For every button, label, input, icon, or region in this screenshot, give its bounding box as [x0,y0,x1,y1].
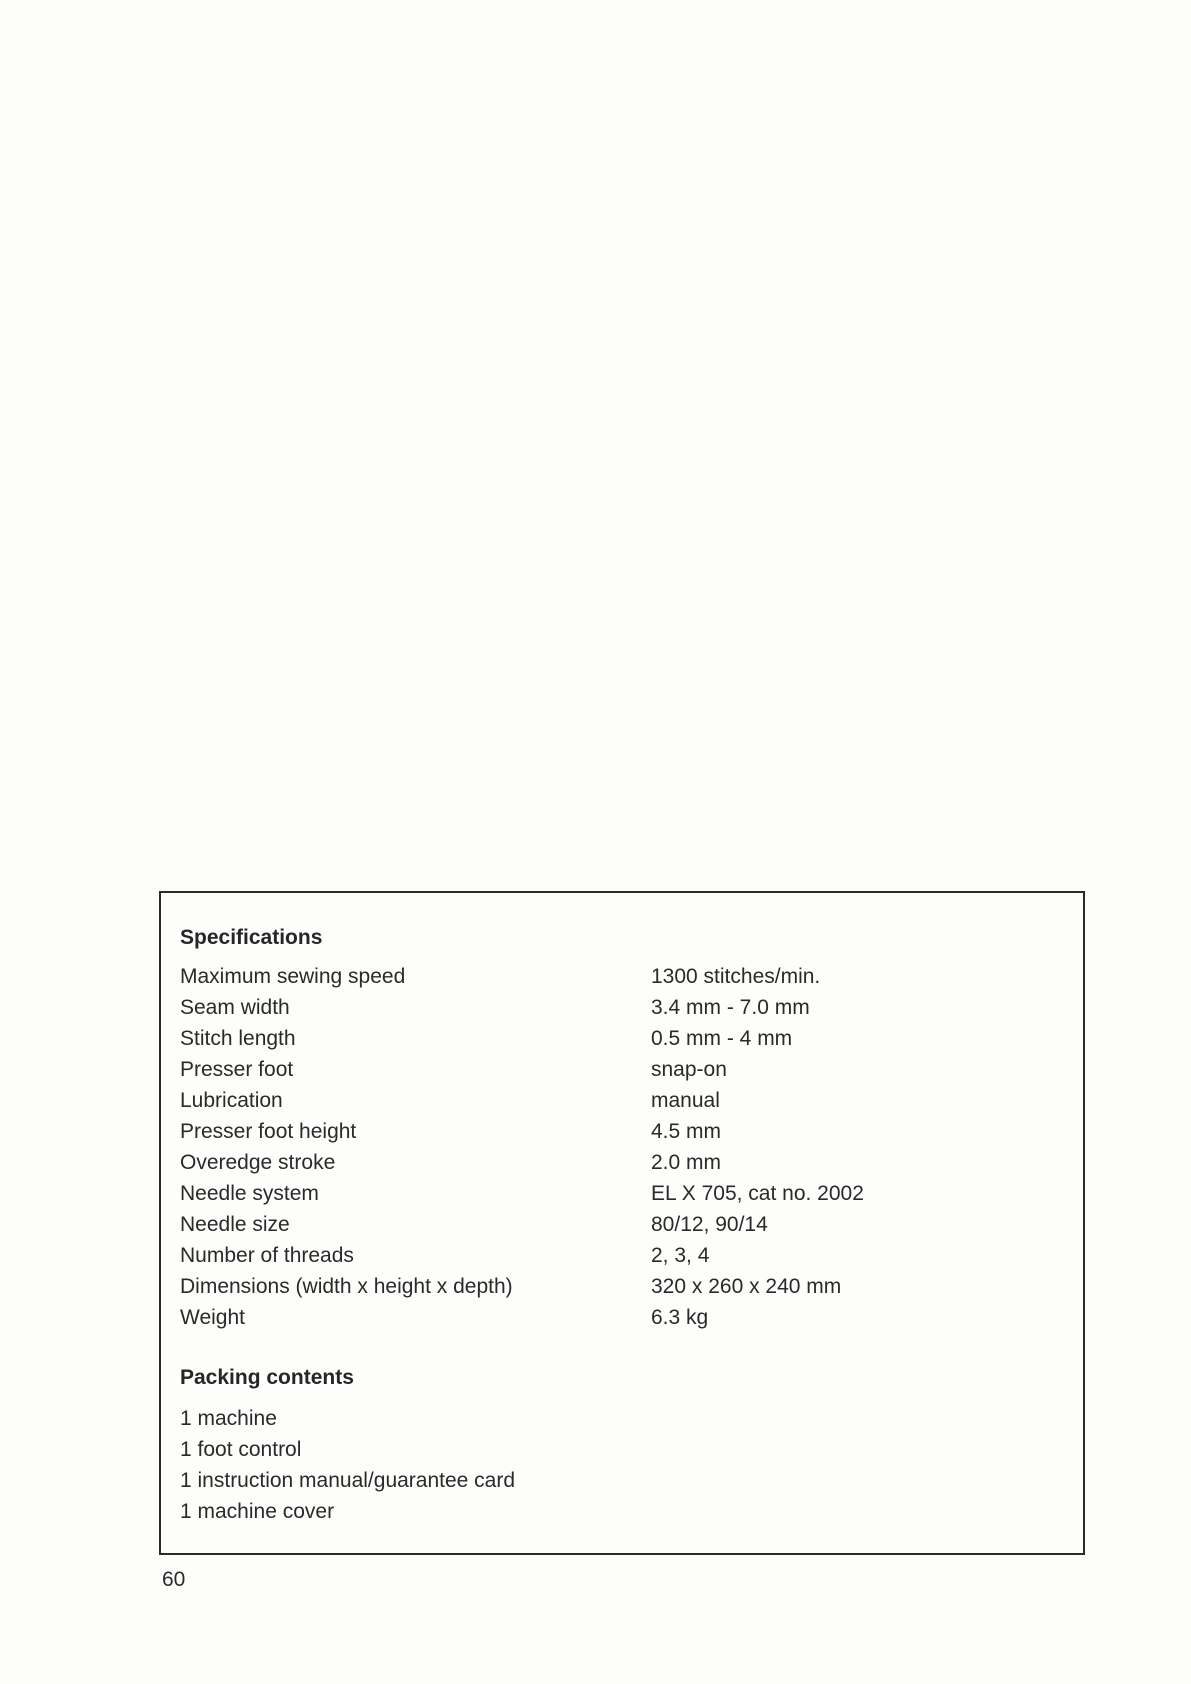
spec-label: Overedge stroke [180,1151,336,1174]
spec-value: manual [651,1089,720,1112]
spec-label: Presser foot height [180,1120,357,1143]
spec-row [180,1178,1060,1209]
spec-row [180,1116,1060,1147]
list-item: 1 machine [180,1407,277,1430]
spec-label: Seam width [180,996,290,1019]
spec-value: 4.5 mm [651,1120,722,1143]
spec-row [180,992,1060,1023]
spec-row [180,1085,1060,1116]
spec-value: snap-on [651,1058,727,1081]
spec-value: 2.0 mm [651,1151,722,1174]
specifications-table [180,961,1060,1333]
spec-value: 2, 3, 4 [651,1244,710,1267]
spec-row [180,1209,1060,1240]
packing-contents-heading: Packing contents [180,1366,354,1389]
spec-row [180,1054,1060,1085]
spec-value: 320 x 260 x 240 mm [651,1275,842,1298]
spec-label: Presser foot [180,1058,294,1081]
spec-label: Number of threads [180,1244,354,1267]
spec-row [180,1271,1060,1302]
spec-value: 80/12, 90/14 [651,1213,768,1236]
spec-label: Lubrication [180,1089,283,1112]
list-item: 1 machine cover [180,1500,335,1523]
spec-label: Maximum sewing speed [180,965,406,988]
spec-value: 3.4 mm - 7.0 mm [651,996,810,1019]
spec-label: Weight [180,1306,245,1329]
spec-label: Stitch length [180,1027,296,1050]
list-item: 1 foot control [180,1438,302,1461]
spec-label: Needle size [180,1213,290,1236]
spec-value: 6.3 kg [651,1306,709,1329]
specifications-box [159,891,1085,1555]
page-number: 60 [162,1568,186,1591]
packing-contents-list [180,1403,515,1527]
spec-row [180,1240,1060,1271]
spec-row [180,1023,1060,1054]
list-item: 1 instruction manual/guarantee card [180,1469,516,1492]
spec-row [180,961,1060,992]
spec-value: 1300 stitches/min. [651,965,821,988]
spec-label: Dimensions (width x height x depth) [180,1275,513,1298]
spec-value: 0.5 mm - 4 mm [651,1027,793,1050]
spec-value: EL X 705, cat no. 2002 [651,1182,864,1205]
spec-row [180,1147,1060,1178]
spec-label: Needle system [180,1182,319,1205]
specifications-heading: Specifications [180,926,323,949]
spec-row [180,1302,1060,1333]
